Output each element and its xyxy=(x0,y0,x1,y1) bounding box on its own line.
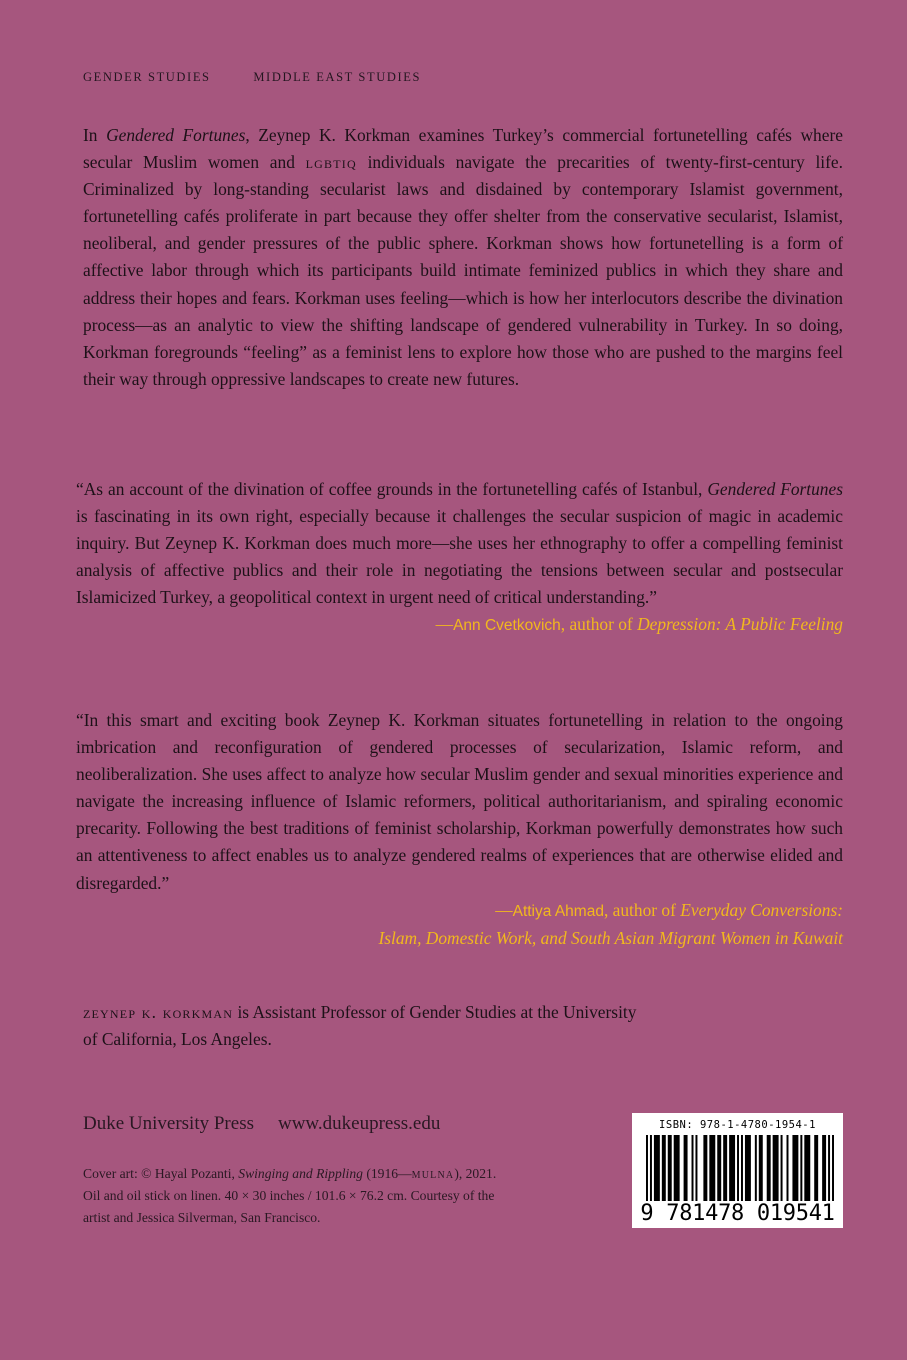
isbn-barcode xyxy=(632,1113,843,1228)
barcode-bar xyxy=(745,1135,751,1201)
barcode-bar xyxy=(781,1135,783,1201)
barcode-bar xyxy=(741,1135,743,1201)
barcode-bar xyxy=(767,1135,771,1201)
cover-art-credit: Cover art: © Hayal Pozanti, Swinging and Rippling (1916—mulna), 2021. Oil and oil stick on linen. 40 × 30 inches / 101.6 × 76.2 cm. Courtesy of the artist and Jessica Silverman, San Francisco. xyxy=(83,1166,497,1225)
book-title: Gendered Fortunes xyxy=(106,125,246,145)
publisher-name: Duke University Press xyxy=(83,1113,254,1134)
publisher-url[interactable]: www.dukeupress.edu xyxy=(277,1113,441,1134)
endorsement-1-attribution: —Ann Cvetkovich, author of Depression: A Public Feeling xyxy=(435,614,843,635)
barcode-bar xyxy=(703,1135,707,1201)
barcode-bar xyxy=(684,1135,688,1201)
barcode-bar xyxy=(755,1135,757,1201)
isbn-label: ISBN: 978-1-4780-1954-1 xyxy=(659,1119,816,1131)
endorsement-2-text: “In this smart and exciting book Zeynep K. Korkman situates fortunetelling in relation to the ongoing imbrication and reconfiguration of gendered processes of secularization, Islamic reform, and neoliberalization. She uses affect to analyze how secular Muslim gender and sexual minorities experience and navigate the increasing influence of Islamic reformers, political authoritarianism, and spiraling economic precarity. Following the best traditions of feminist scholarship, Korkman powerfully demonstrates how such an attentiveness to affect enables us to analyze gendered realms of experiences that are otherwise elided and disregarded.” xyxy=(76,710,843,893)
endorser-book: Depression: A Public Feeling xyxy=(637,614,843,635)
barcode-digits: 9 781478 019541 xyxy=(640,1201,835,1226)
barcode-bar xyxy=(695,1135,697,1201)
endorser-name: Attiya Ahmad xyxy=(512,902,604,920)
endorsement-2 xyxy=(76,707,843,952)
endorsement-1 xyxy=(76,476,843,640)
barcode-bar xyxy=(832,1135,834,1201)
barcode-bar xyxy=(787,1135,789,1201)
barcode-bar xyxy=(723,1135,727,1201)
barcode-bar xyxy=(729,1135,735,1201)
endorsement-2-attribution: —Attiya Ahmad, author of Everyday Conversions: Islam, Domestic Work, and South Asian Migrant Women in Kuwait xyxy=(378,899,843,948)
barcode-bar xyxy=(717,1135,721,1201)
barcode-bar xyxy=(773,1135,779,1201)
publisher-line xyxy=(83,1113,440,1135)
category-gender-studies: GENDER STUDIES xyxy=(83,70,211,84)
barcode-bar xyxy=(792,1135,798,1201)
barcode-bar xyxy=(662,1135,666,1201)
barcode-bar xyxy=(668,1135,672,1201)
author-bio: zeynep k. korkman is Assistant Professor of Gender Studies at the University of California, Los Angeles. xyxy=(83,1002,637,1050)
subject-categories xyxy=(83,70,459,85)
barcode-bar xyxy=(800,1135,802,1201)
barcode-bar xyxy=(828,1135,830,1201)
barcode-bar xyxy=(650,1135,652,1201)
barcode-bar xyxy=(646,1135,648,1201)
barcode-bar xyxy=(654,1135,660,1201)
book-description: In Gendered Fortunes, Zeynep K. Korkman examines Turkey’s commercial fortunetelling cafés where secular Muslim women and lgbtiq individuals navigate the precarities of twenty-first-century life. Criminalized by long-standing secularist laws and disdained by contemporary Islamist government, fortunetelling cafés proliferate in part because they offer shelter from the conservative secularist, Islamist, neoliberal, and gender pressures of the public sphere. Korkman shows how fortunetelling is a form of affective labor through which its participants build intimate feminized publics in which they share and address their hopes and fears. Korkman uses feeling—which is how her interlocutors describe the divination process—as an analytic to view the shifting landscape of gendered vulnerability in Turkey. In so doing, Korkman foregrounds “feeling” as a feminist lens to explore how those who are pushed to the margins feel their way through oppressive landscapes to create new futures. xyxy=(83,125,843,389)
endorser-name: Ann Cvetkovich xyxy=(453,617,561,635)
endorsement-1-text: “As an account of the divination of coffee grounds in the fortunetelling cafés of Istanbul, Gendered Fortunes is fascinating in its own right, especially because it challenges the secular suspicion of magic in academic inquiry. But Zeynep K. Korkman does much more—she uses her ethnography to offer a compelling feminist analysis of affective publics and their role in negotiating the tensions between secular and postsecular Islamicized Turkey, a geopolitical context in urgent need of critical understanding.” xyxy=(76,479,843,608)
barcode-bar xyxy=(737,1135,739,1201)
barcode-bar xyxy=(814,1135,818,1201)
author-name: zeynep k. korkman xyxy=(83,1002,234,1022)
barcode-bar xyxy=(804,1135,810,1201)
barcode-bar xyxy=(759,1135,763,1201)
endorser-book-line1: Everyday Conversions: xyxy=(680,899,843,920)
endorser-book-line2: Islam, Domestic Work, and South Asian Migrant Women in Kuwait xyxy=(378,927,843,948)
barcode-bar xyxy=(674,1135,680,1201)
category-middle-east-studies: MIDDLE EAST STUDIES xyxy=(253,70,422,84)
barcode-bar xyxy=(692,1135,694,1201)
barcode-bar xyxy=(822,1135,826,1201)
barcode-bar xyxy=(709,1135,715,1201)
barcode-bars xyxy=(646,1135,834,1201)
